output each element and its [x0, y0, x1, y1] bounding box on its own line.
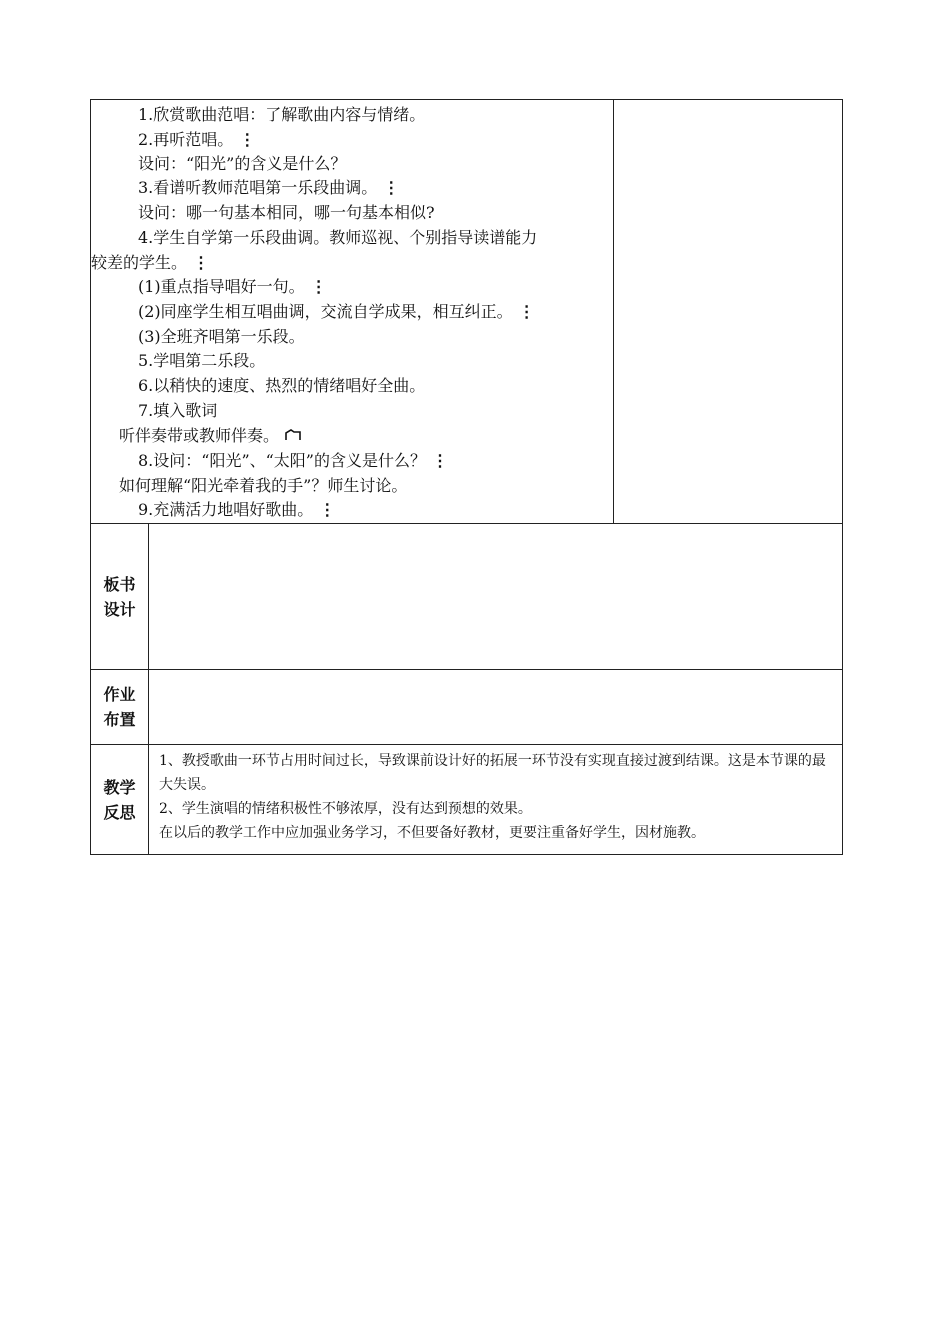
homework-label: 作业 布置 — [91, 670, 149, 744]
reflection-paragraph: 1、教授歌曲一环节占用时间过长，导致课前设计好的拓展一环节没有实现直接过渡到结课。这是本节课的最大失误。 — [159, 753, 826, 793]
dotted-mark-icon: ⋮ — [310, 277, 327, 296]
step-line: 听伴奏带或教师伴奏。 — [119, 426, 301, 446]
step-line: 如何理解“阳光牵着我的手”？师生讨论。 — [119, 476, 408, 495]
reflection-row — [90, 744, 843, 855]
reflection-label: 教学 反思 — [91, 745, 149, 854]
teaching-process-section — [90, 99, 843, 524]
step-line: 7.填入歌词 — [138, 401, 218, 420]
dotted-mark-icon: ⋮ — [319, 500, 336, 519]
step-line: (3)全班齐唱第一乐段。 — [138, 327, 305, 346]
dotted-mark-icon: ⋮ — [383, 178, 400, 197]
column-divider — [613, 100, 614, 524]
reflection-content — [159, 749, 839, 845]
step-line: 6.以稍快的速度、热烈的情绪唱好全曲。 — [138, 376, 426, 395]
step-line: 3.看谱听教师范唱第一乐段曲调。 ⋮ — [138, 178, 400, 197]
step-line: 8.设问：“阳光”、“太阳”的含义是什么？ ⋮ — [138, 451, 448, 470]
step-line: 设问：哪一句基本相同，哪一句基本相似? — [138, 203, 435, 222]
step-line: (2)同座学生相互唱曲调，交流自学成果，相互纠正。 ⋮ — [138, 302, 535, 321]
step-line: 5.学唱第二乐段。 — [138, 351, 266, 370]
step-line: 2.再听范唱。 ⋮ — [138, 130, 256, 149]
step-line: 9.充满活力地唱好歌曲。 ⋮ — [138, 500, 336, 519]
dotted-mark-icon: ⋮ — [432, 451, 448, 470]
dotted-mark-icon: ⋮ — [239, 130, 256, 149]
reflection-paragraph: 2、学生演唱的情绪积极性不够浓厚，没有达到预想的效果。 — [159, 801, 532, 817]
dotted-mark-icon: ⋮ — [193, 253, 210, 272]
section-break-mark-icon — [285, 426, 301, 446]
step-line: 4.学生自学第一乐段曲调。教师巡视、个别指导读谱能力 — [138, 228, 538, 247]
dotted-mark-icon: ⋮ — [518, 302, 535, 321]
step-line: (1)重点指导唱好一句。 ⋮ — [138, 277, 327, 296]
step-line: 较差的学生。 ⋮ — [91, 253, 210, 272]
step-line: 设问：“阳光”的含义是什么？ — [138, 154, 347, 173]
homework-row — [90, 669, 843, 745]
board-design-label: 板书 设计 — [91, 524, 149, 669]
step-line: 1.欣赏歌曲范唱：了解歌曲内容与情绪。 — [138, 105, 426, 124]
reflection-paragraph: 在以后的教学工作中应加强业务学习，不但要备好教材，更要注重备好学生，因材施教。 — [159, 825, 705, 841]
board-design-row — [90, 523, 843, 670]
